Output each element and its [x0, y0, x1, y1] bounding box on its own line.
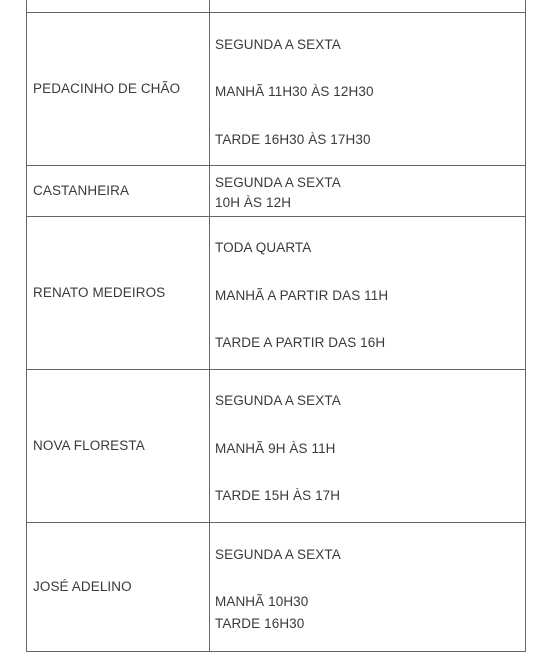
location-cell — [27, 0, 210, 13]
location-name: PEDACINHO DE CHÃO — [33, 81, 181, 96]
schedule-line: MANHÃ 9H ÀS 11H — [215, 440, 336, 456]
schedule-table — [26, 0, 526, 652]
schedule-line: TARDE A PARTIR DAS 16H — [215, 335, 386, 350]
location-cell — [27, 217, 210, 370]
location-cell — [27, 13, 210, 166]
table-row — [27, 13, 526, 166]
schedule-line: TODA QUARTA — [215, 240, 312, 255]
schedule-line: MANHÃ 10H30 — [215, 594, 309, 609]
location-name: JOSÉ ADELINO — [33, 579, 132, 594]
schedule-line: SEGUNDA A SEXTA — [215, 547, 341, 562]
table-row — [27, 217, 526, 370]
location-name: RENATO MEDEIROS — [33, 285, 166, 300]
schedule-line: SEGUNDA A SEXTA — [215, 175, 341, 190]
table-row — [27, 523, 526, 652]
schedule-line: MANHÃ A PARTIR DAS 11H — [215, 287, 389, 303]
schedule-line: MANHÃ 11H30 ÀS 12H30 — [215, 84, 374, 99]
schedule-line: 10H ÀS 12H — [215, 195, 292, 210]
hours-cell — [210, 217, 526, 370]
location-cell — [27, 166, 210, 217]
location-cell — [27, 523, 210, 652]
schedule-line: TARDE 16H30 ÀS 17H30 — [215, 131, 371, 147]
hours-cell — [210, 523, 526, 652]
table-row — [27, 370, 526, 523]
schedule-line: TARDE 15H ÀS 17H — [215, 488, 341, 503]
schedule-line: TARDE 16H30 — [215, 616, 305, 631]
location-name: NOVA FLORESTA — [33, 438, 145, 453]
hours-cell — [210, 166, 526, 217]
hours-cell — [210, 13, 526, 166]
location-cell — [27, 370, 210, 523]
hours-cell — [210, 370, 526, 523]
table-row — [27, 166, 526, 217]
table-row — [27, 0, 526, 13]
location-name: CASTANHEIRA — [33, 183, 130, 198]
schedule-line: SEGUNDA A SEXTA — [215, 36, 341, 52]
schedule-line: SEGUNDA A SEXTA — [215, 393, 341, 408]
hours-cell — [210, 0, 526, 13]
